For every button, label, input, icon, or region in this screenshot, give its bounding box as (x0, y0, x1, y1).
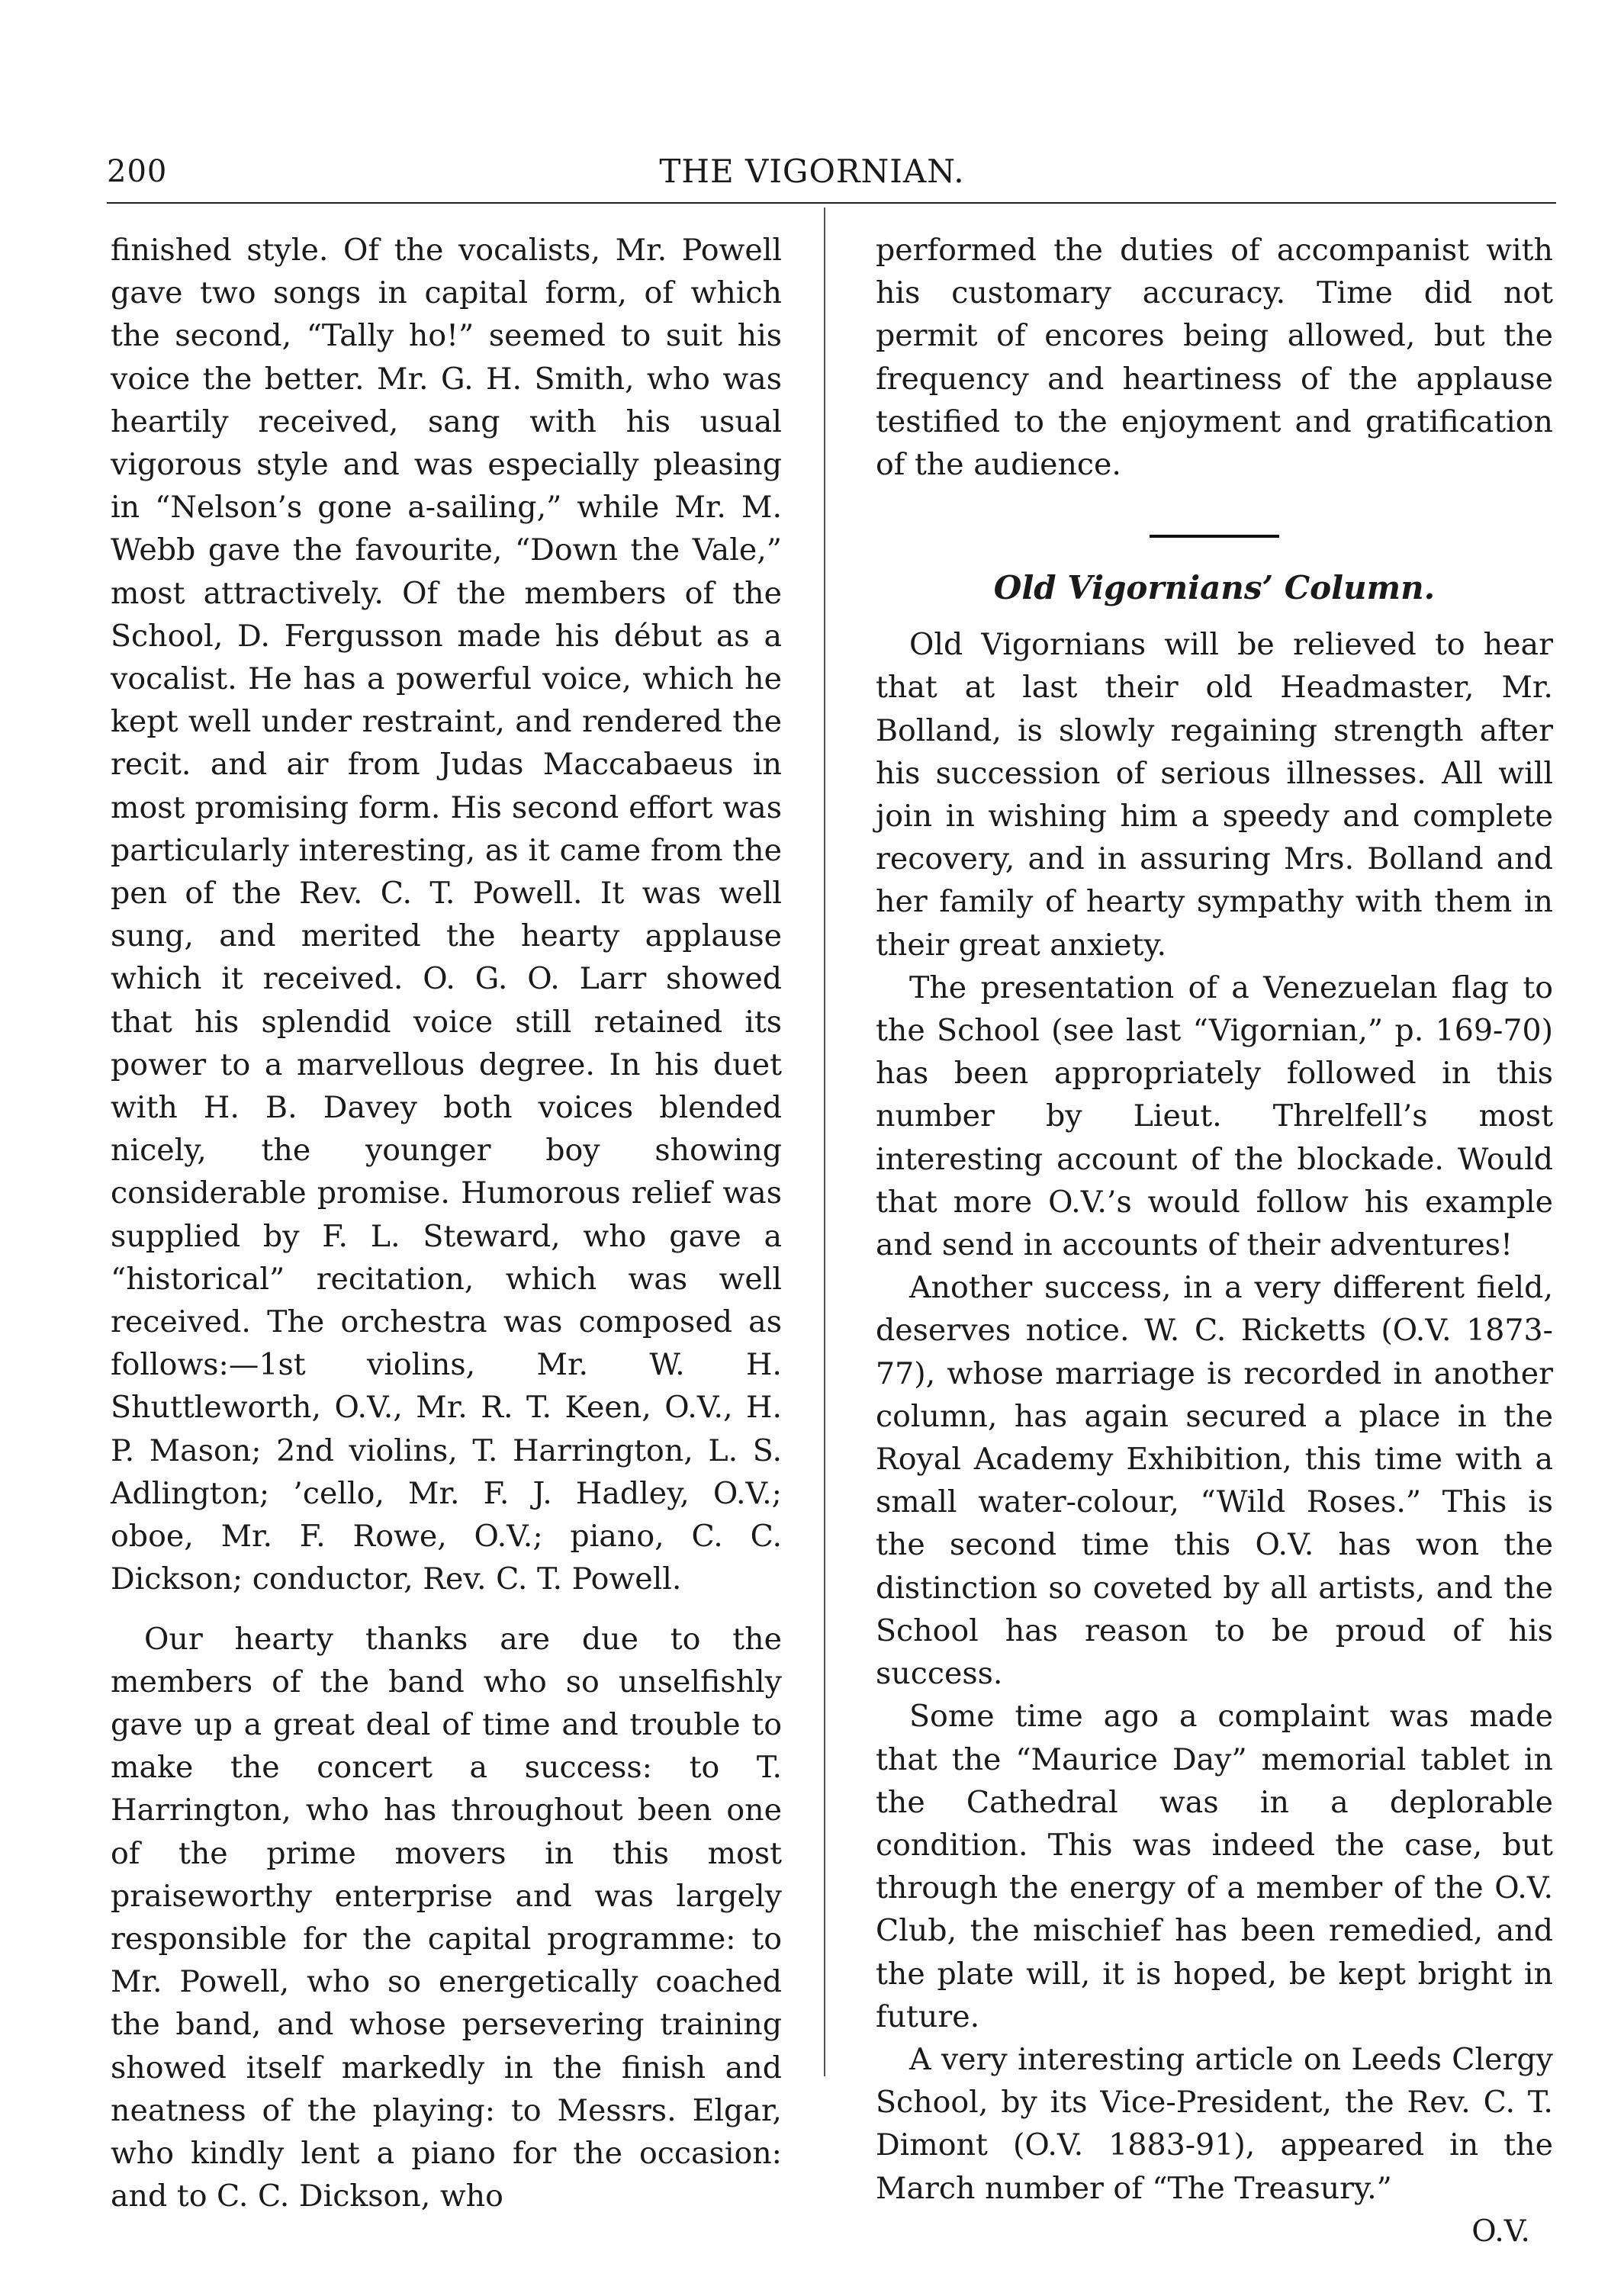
left-column (111, 229, 782, 2217)
section-heading: Old Vigornians’ Column. (993, 569, 1436, 607)
page-number: 200 (107, 154, 168, 189)
running-title: THE VIGORNIAN. (659, 153, 965, 190)
ricketts-paragraph: Another success, in a very different field, deserves notice. W. C. Ricketts (O.V. 1873-77), whose marriage is recorded in another column, has again secured a place in the Royal Academy Exhibition, this time with a small water-colour, “Wild Roses.” This is the second time this O.V. has won the distinction so coveted by all artists, and the School has reason to be proud of his success. (876, 1270, 1553, 1692)
continuation-paragraph: performed the duties of accompanist with his customary accuracy. Time did not permit of encores being allowed, but the frequency and heartiness of the applause testified to the enjoyment and gratification of the audience. (876, 233, 1553, 483)
thanks-paragraph: Our hearty thanks are due to the members of the band who so unselfishly gave up a great deal of time and trouble to make the concert a success: to T. Harrington, who has throughout been one of the prime movers in this most praiseworthy enterprise and was largely responsible for the capital programme: to Mr. Powell, who so energetically coached the band, and whose persevering training showed itself markedly in the finish and neatness of the playing: to Messrs. Elgar, who kindly lent a piano for the occasion: and to C. C. Dickson, who (111, 1621, 782, 2214)
column-divider (824, 207, 825, 2076)
tablet-paragraph: Some time ago a complaint was made that the “Maurice Day” memorial tablet in the Cathedral was in a deplorable condition. This was indeed the case, but through the energy of a member of the O.V. Club, the mischief has been remedied, and the plate will, it is hoped, be kept bright in future. (876, 1699, 1553, 2034)
header-rule (107, 202, 1556, 204)
article-paragraph: A very interesting article on Leeds Clergy School, by its Vice-President, the Rev. C. T. Dimont (O.V. 1883-91), appeared in the March number of “The Treasury.” (876, 2041, 1553, 2206)
flag-paragraph: The presentation of a Venezuelan flag to the School (see last “Vigornian,” p. 169-70) has been appropriately followed in this number by Lieut. Threlfell’s most interesting account of the blockade. Would that more O.V.’s would follow his example and send in accounts of their adventures! (876, 970, 1553, 1263)
signature: O.V. (1471, 2213, 1530, 2249)
section-ornament-rule (1150, 535, 1279, 538)
right-column (876, 229, 1553, 2253)
concert-paragraph: finished style. Of the vocalists, Mr. Powell gave two songs in capital form, of which the second, “Tally ho!” seemed to suit his voice the better. Mr. G. H. Smith, who was heartily received, sang with his usual vigorous style and was especially pleasing in “Nelson’s gone a-sailing,” while Mr. M. Webb gave the favourite, “Down the Vale,” most attractively. Of the members of the School, D. Fergusson made his début as a vocalist. He has a powerful voice, which he kept well under restraint, and rendered the recit. and air from Judas Maccabaeus in most promising form. His second effort was particularly interesting, as it came from the pen of the Rev. C. T. Powell. It was well sung, and merited the hearty applause which it received. O. G. O. Larr showed that his splendid voice still retained its power to a marvellous degree. In his duet with H. B. Davey both voices blended nicely, the younger boy showing considerable promise. Humorous relief was supplied by F. L. Steward, who gave a “historical” recitation, which was well received. The orchestra was composed as follows:—1st violins, Mr. W. H. Shuttleworth, O.V., Mr. R. T. Keen, O.V., H. P. Mason; 2nd violins, T. Harrington, L. S. Adlington; ’cello, Mr. F. J. Hadley, O.V.; oboe, Mr. F. Rowe, O.V.; piano, C. C. Dickson; conductor, Rev. C. T. Powell. (111, 233, 782, 1597)
bolland-paragraph: Old Vigornians will be relieved to hear that at last their old Headmaster, Mr. Bolland, is slowly regaining strength after his succession of serious illnesses. All will join in wishing him a speedy and complete recovery, and in assuring Mrs. Bolland and her family of hearty sympathy with them in their great anxiety. (876, 627, 1553, 963)
